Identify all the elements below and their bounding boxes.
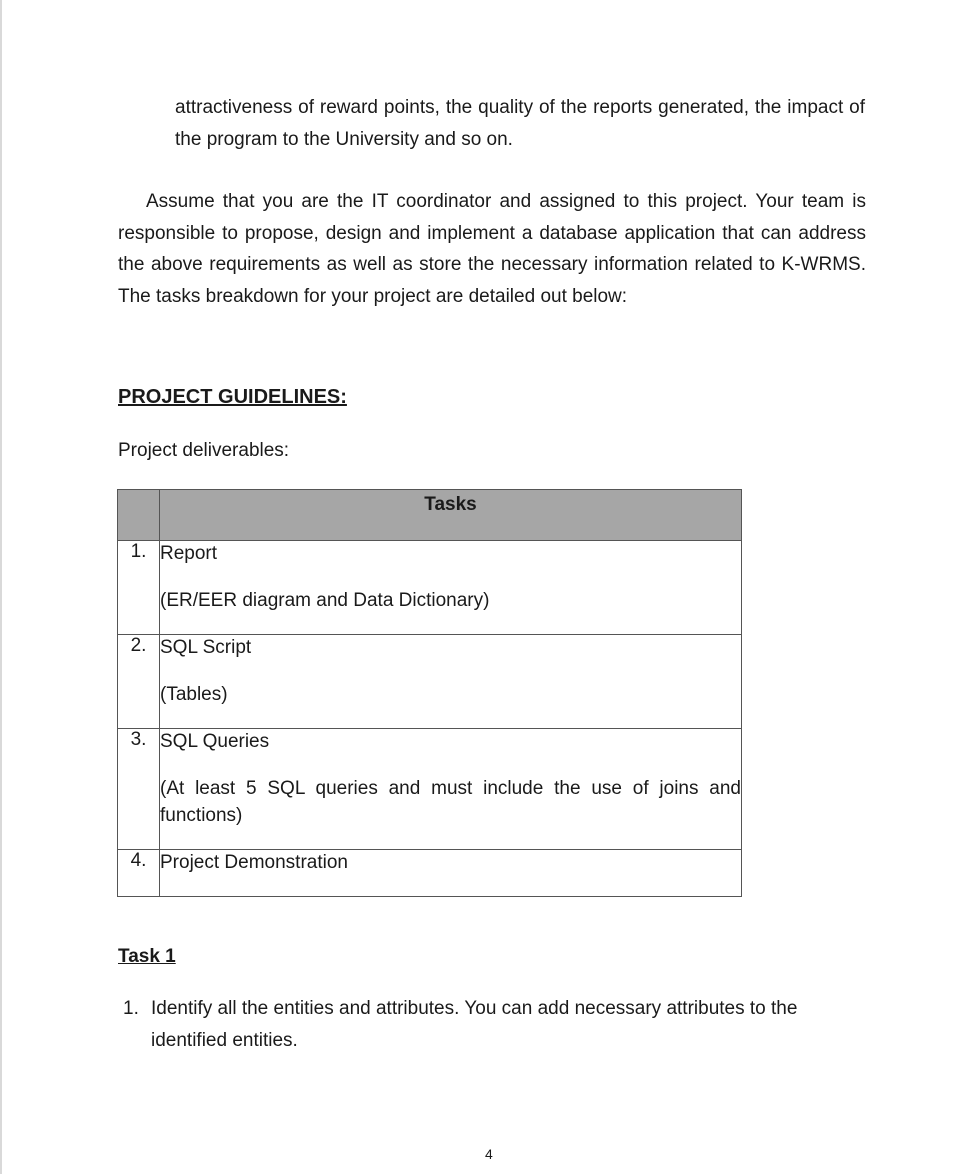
table-row [118,850,742,897]
task-title: Project Demonstration [160,852,348,873]
task-cell [160,729,742,850]
task-title: SQL Queries [160,731,270,752]
row-number: 2. [118,635,160,729]
assume-paragraph: Assume that you are the IT coordinator and assigned to this project. Your team is responsible to propose, design and implement a database application that can address the above requirements as well as store the necessary information related to K-WRMS. The tasks breakdown for your project are detailed out below: [118,191,866,307]
header-tasks-cell: Tasks [160,490,742,541]
task-title: SQL Script [160,637,252,658]
table-row [118,541,742,635]
task-title: Report [160,543,218,564]
task-detail: (ER/EER diagram and Data Dictionary) [160,590,490,611]
table-header-row [118,490,742,541]
row-number: 4. [118,850,160,897]
page-number: 4 [485,1146,493,1162]
task-cell [160,541,742,635]
task-detail: (Tables) [160,684,228,705]
task-cell [160,635,742,729]
task-cell [160,850,742,897]
list-item-text: Identify all the entities and attributes. You can add necessary attributes to the identified entities. [151,998,798,1051]
project-guidelines-heading: PROJECT GUIDELINES: [118,386,347,408]
task-detail: (At least 5 SQL queries and must include the use of joins and functions) [160,778,741,826]
deliverables-label: Project deliverables: [118,440,290,461]
table-row [118,635,742,729]
row-number: 3. [118,729,160,850]
header-number-cell [118,490,160,541]
list-item-number: 1. [123,998,139,1019]
deliverables-table [117,489,742,897]
list-item [123,993,866,1056]
table-row [118,729,742,850]
intro-continuation-paragraph: attractiveness of reward points, the quality of the reports generated, the impact of the program to the University and so on. [175,97,865,150]
row-number: 1. [118,541,160,635]
page-edge [0,0,2,1174]
task1-heading: Task 1 [118,946,176,967]
